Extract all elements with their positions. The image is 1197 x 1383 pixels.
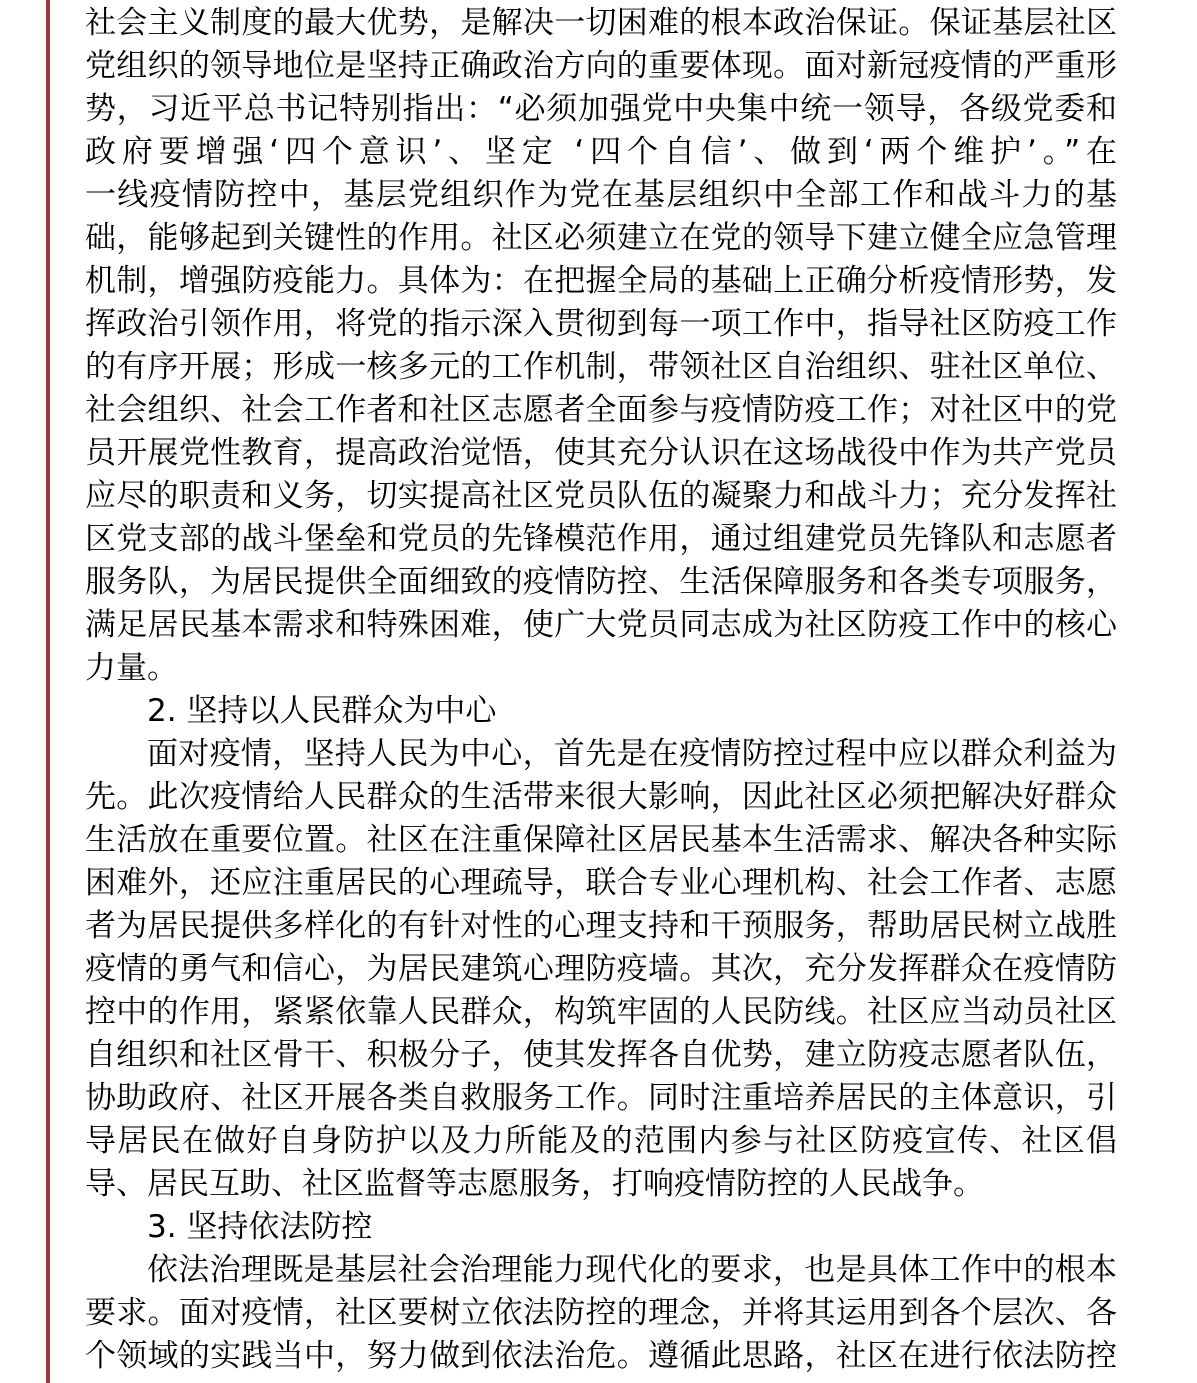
- text-line: 先。此次疫情给人民群众的生活带来很大影响，因此社区必须把解决好群众: [85, 779, 1117, 815]
- text-line: 生活放在重要位置。社区在注重保障社区居民基本生活需求、解决各种实际: [85, 822, 1117, 858]
- text-line: 服务队，为居民提供全面细致的疫情防控、生活保障服务和各类专项服务，: [85, 564, 1117, 600]
- text-line: 者为居民提供多样化的有针对性的心理支持和干预服务，帮助居民树立战胜: [85, 908, 1117, 944]
- text-line: 社会组织、社会工作者和社区志愿者全面参与疫情防疫工作；对社区中的党: [85, 392, 1117, 428]
- text-line: 机制，增强防疫能力。具体为：在把握全局的基础上正确分析疫情形势，发: [85, 263, 1117, 299]
- text-line: 依法治理既是基层社会治理能力现代化的要求，也是具体工作中的根本: [147, 1252, 1117, 1288]
- text-line: 协助政府、社区开展各类自救服务工作。同时注重培养居民的主体意识，引: [85, 1080, 1117, 1116]
- text-line: 疫情的勇气和信心，为居民建筑心理防疫墙。其次，充分发挥群众在疫情防: [85, 951, 1117, 987]
- changed-lines-bar: [46, 0, 50, 1383]
- text-line: 面对疫情，坚持人民为中心，首先是在疫情防控过程中应以群众利益为: [147, 736, 1117, 772]
- text-line: 个领域的实践当中，努力做到依法治危。遵循此思路，社区在进行依法防控: [85, 1338, 1117, 1374]
- text-line: 员开展党性教育，提高政治觉悟，使其充分认识在这场战役中作为共产党员: [85, 435, 1117, 471]
- text-line: 力量。: [85, 650, 178, 686]
- text-line: 党组织的领导地位是坚持正确政治方向的重要体现。面对新冠疫情的严重形: [85, 48, 1117, 84]
- text-line: 导居民在做好自身防护以及力所能及的范围内参与社区防疫宣传、社区倡: [85, 1123, 1117, 1159]
- text-line: 区党支部的战斗堡垒和党员的先锋模范作用，通过组建党员先锋队和志愿者: [85, 521, 1117, 557]
- text-line: 一线疫情防控中，基层党组织作为党在基层组织中全部工作和战斗力的基: [85, 177, 1117, 213]
- document-text: [85, 2, 1117, 1378]
- text-line: 础，能够起到关键性的作用。社区必须建立在党的领导下建立健全应急管理: [85, 220, 1117, 256]
- text-line: 社会主义制度的最大优势，是解决一切困难的根本政治保证。保证基层社区: [85, 5, 1117, 41]
- section-heading: 2. 坚持以人民群众为中心: [147, 693, 497, 729]
- section-heading: 3. 坚持依法防控: [147, 1209, 373, 1245]
- text-line: 控中的作用，紧紧依靠人民群众，构筑牢固的人民防线。社区应当动员社区: [85, 994, 1117, 1030]
- text-line: 自组织和社区骨干、积极分子，使其发挥各自优势，建立防疫志愿者队伍，: [85, 1037, 1117, 1073]
- text-line: 政府要增强‘四个意识’、坚定 ‘四个自信’、做到‘两个维护’。”在: [85, 134, 1117, 170]
- text-line: 要求。面对疫情，社区要树立依法防控的理念，并将其运用到各个层次、各: [85, 1295, 1117, 1331]
- text-line: 的有序开展；形成一核多元的工作机制，带领社区自治组织、驻社区单位、: [85, 349, 1117, 385]
- text-line: 满足居民基本需求和特殊困难，使广大党员同志成为社区防疫工作中的核心: [85, 607, 1117, 643]
- text-line: 挥政治引领作用，将党的指示深入贯彻到每一项工作中，指导社区防疫工作: [85, 306, 1117, 342]
- text-line: 势，习近平总书记特别指出：“必须加强党中央集中统一领导，各级党委和: [85, 91, 1117, 127]
- text-line: 应尽的职责和义务，切实提高社区党员队伍的凝聚力和战斗力；充分发挥社: [85, 478, 1117, 514]
- text-line: 困难外，还应注重居民的心理疏导，联合专业心理机构、社会工作者、志愿: [85, 865, 1117, 901]
- text-line: 导、居民互助、社区监督等志愿服务，打响疫情防控的人民战争。: [85, 1166, 984, 1202]
